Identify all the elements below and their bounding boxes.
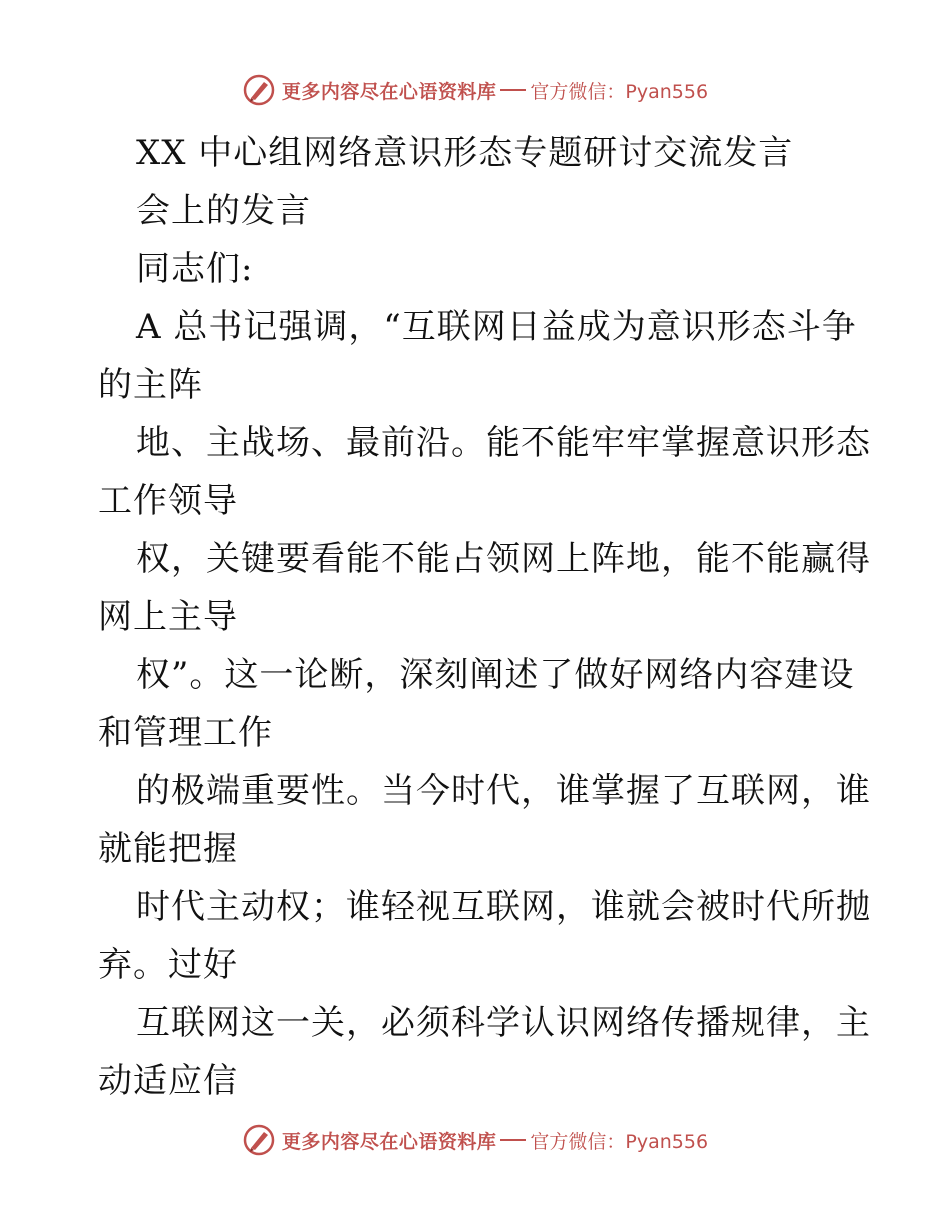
text-line: 工作领导: [98, 481, 238, 521]
watermark-dash: [500, 89, 526, 91]
watermark-wechat: 官方微信：Pyan556: [530, 80, 709, 103]
watermark-wechat: 官方微信：Pyan556: [530, 1130, 709, 1153]
footer-watermark: [0, 1118, 950, 1162]
header-watermark: [0, 68, 950, 112]
text-line: 时代主动权；谁轻视互联网，谁就会被时代所抛: [136, 887, 871, 927]
text-line: 权”。这一论断，深刻阐述了做好网络内容建设: [136, 655, 855, 695]
text-line: A 总书记强调，“互联网日益成为意识形态斗争: [136, 307, 857, 347]
text-line: XX 中心组网络意识形态专题研讨交流发言: [136, 133, 794, 173]
text-line: 的主阵: [98, 365, 203, 405]
watermark-brand: 更多内容尽在心语资料库: [281, 1130, 497, 1153]
text-line: 权，关键要看能不能占领网上阵地，能不能赢得: [136, 539, 871, 579]
text-line: 地、主战场、最前沿。能不能牢牢掌握意识形态: [136, 423, 871, 463]
document-body: [98, 124, 871, 1110]
text-line: 同志们:: [136, 249, 254, 289]
text-line: 的极端重要性。当今时代，谁掌握了互联网，谁: [136, 771, 871, 811]
text-line: 网上主导: [98, 597, 238, 637]
text-line: 会上的发言: [136, 191, 311, 231]
text-line: 弃。过好: [98, 945, 238, 985]
watermark-dash: [500, 1139, 526, 1141]
text-line: 动适应信: [98, 1061, 238, 1101]
text-line: 和管理工作: [98, 713, 273, 753]
pen-logo-icon: [242, 1123, 276, 1157]
pen-logo-icon: [242, 73, 276, 107]
watermark-brand: 更多内容尽在心语资料库: [281, 80, 497, 103]
text-line: 就能把握: [98, 829, 238, 869]
text-line: 互联网这一关，必须科学认识网络传播规律，主: [136, 1003, 871, 1043]
